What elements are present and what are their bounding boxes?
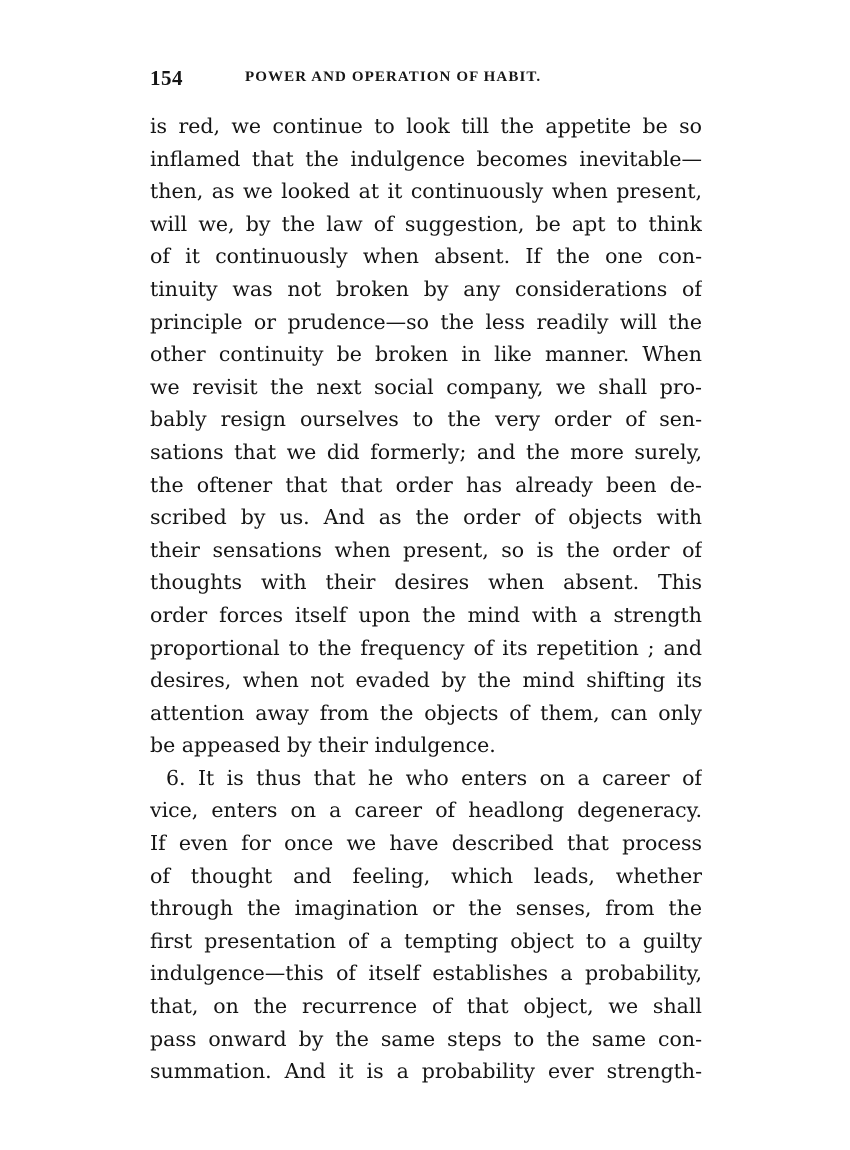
- text-line: scribed by us. And as the order of objects with: [150, 505, 702, 530]
- text-line: sations that we did formerly; and the more surely,: [150, 439, 702, 464]
- running-title: POWER AND OPERATION OF HABIT.: [245, 69, 542, 85]
- text-line: principle or prudence—so the less readily will the: [150, 309, 702, 334]
- text-line: be appeased by their indulgence.: [150, 733, 496, 758]
- text-line: inflamed that the indulgence becomes inevitable—: [150, 146, 702, 171]
- page-number: 154: [150, 66, 183, 90]
- text-line: is red, we continue to look till the appetite be so: [150, 114, 702, 138]
- text-line: tinuity was not broken by any considerations of: [150, 276, 702, 301]
- text-line: that, on the recurrence of that object, we shall: [150, 994, 702, 1019]
- text-line: the oftener that that order has already been de-: [150, 472, 702, 497]
- text-line: pass onward by the same steps to the same con-: [150, 1026, 702, 1051]
- running-head: [150, 66, 710, 90]
- text-line: other continuity be broken in like manner. When: [150, 342, 702, 367]
- text-line: of thought and feeling, which leads, whether: [150, 863, 702, 888]
- text-line: vice, enters on a career of headlong degeneracy.: [150, 798, 702, 823]
- text-line: attention away from the objects of them, can only: [150, 700, 702, 725]
- text-line: If even for once we have described that process: [150, 831, 702, 856]
- text-line: 6. It is thus that he who enters on a career of: [166, 765, 702, 790]
- text-line: their sensations when present, so is the order of: [150, 537, 702, 562]
- text-line: indulgence—this of itself establishes a probability,: [150, 961, 702, 986]
- body-text: [150, 110, 702, 1088]
- text-line: order forces itself upon the mind with a strength: [150, 602, 702, 627]
- text-line: thoughts with their desires when absent. This: [150, 570, 702, 595]
- text-line: through the imagination or the senses, from the: [150, 896, 702, 921]
- text-line: bably resign ourselves to the very order of sen-: [150, 407, 702, 432]
- text-line: we revisit the next social company, we shall pro-: [150, 374, 702, 399]
- text-line: then, as we looked at it continuously when present,: [150, 179, 702, 204]
- text-line: summation. And it is a probability ever strength-: [150, 1059, 702, 1084]
- text-line: proportional to the frequency of its repetition ; and: [150, 635, 702, 660]
- text-line: desires, when not evaded by the mind shifting its: [150, 668, 702, 693]
- text-line: will we, by the law of suggestion, be apt to think: [150, 211, 702, 236]
- text-line: of it continuously when absent. If the one con-: [150, 244, 702, 269]
- text-line: first presentation of a tempting object to a guilty: [150, 928, 702, 953]
